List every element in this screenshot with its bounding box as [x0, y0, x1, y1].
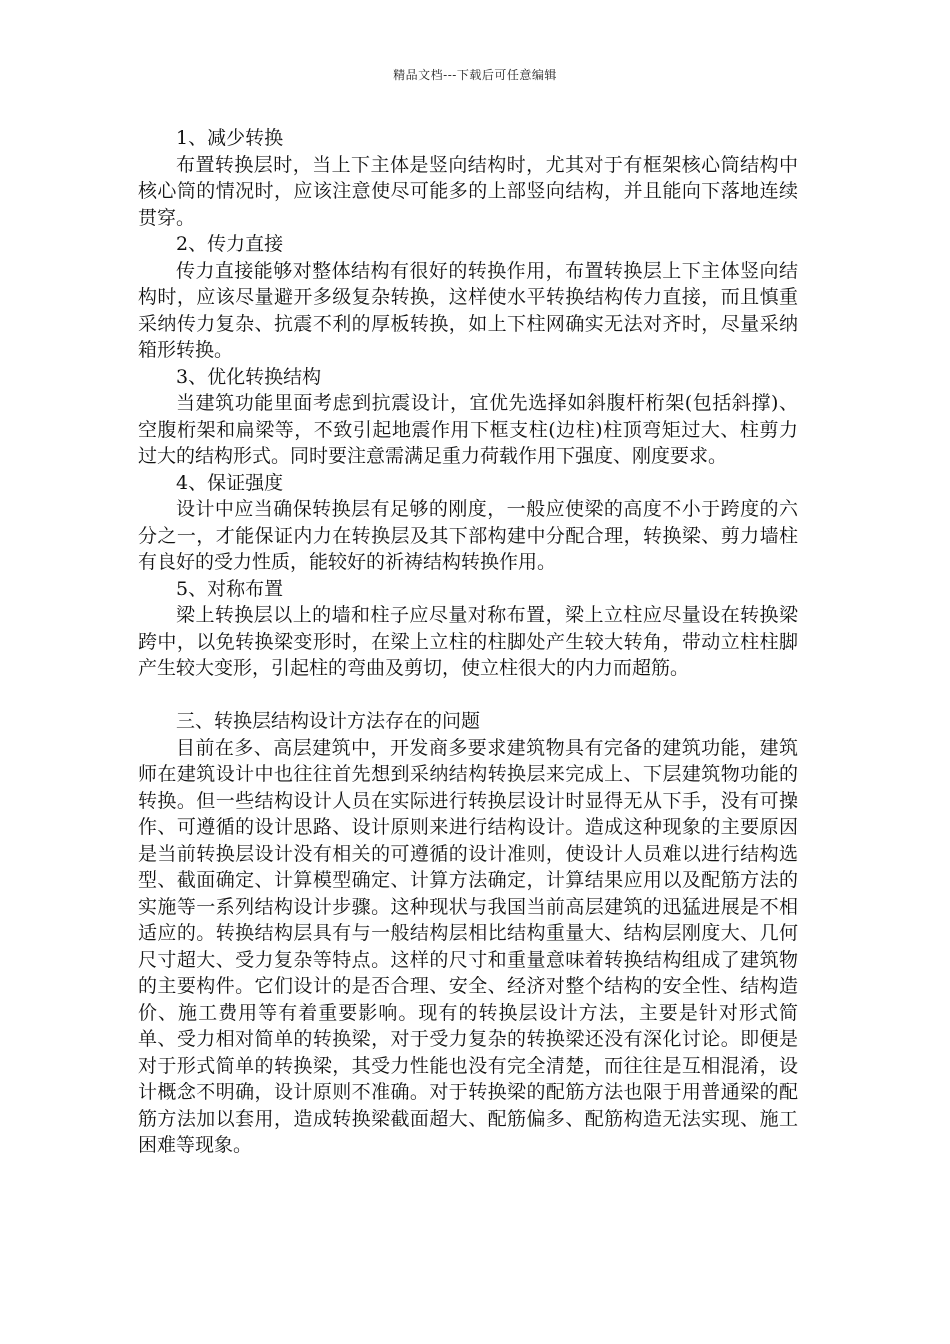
section-body-1: 布置转换层时，当上下主体是竖向结构时，尤其对于有框架核心筒结构中核心筒的情况时，应该注意使尽可能多的上部竖向结构，并且能向下落地连续贯穿。 — [138, 153, 798, 229]
part-three-body: 目前在多、高层建筑中，开发商多要求建筑物具有完备的建筑功能，建筑师在建筑设计中也往往首先想到采纳结构转换层来完成上、下层建筑物功能的转换。但一些结构设计人员在实际进行转换层设计时显得无从下手，没有可操作、可遵循的设计思路、设计原则来进行结构设计。造成这种现象的主要原因是当前转换层设计没有相关的可遵循的设计准则，使设计人员难以进行结构选型、截面确定、计算模型确定、计算方法确定，计算结果应用以及配筋方法的实施等一系列结构设计步骤。这种现状与我国当前高层建筑的迅猛进展是不相适应的。转换结构层具有与一般结构层相比结构重量大、结构层刚度大、几何尺寸超大、受力复杂等特点。这样的尺寸和重量意味着转换结构组成了建筑物的主要构件。它们设计的是否合理、安全、经济对整个结构的安全性、结构造价、施工费用等有着重要影响。现有的转换层设计方法，主要是针对形式简单、受力相对简单的转换梁，对于受力复杂的转换梁还没有深化讨论。即便是对于形式简单的转换梁，其受力性能也没有完全清楚，而往往是互相混淆，设计概念不明确，设计原则不准确。对于转换梁的配筋方法也限于用普通梁的配筋方法加以套用，造成转换梁截面超大、配筋偏多、配筋构造无法实现、施工困难等现象。 — [138, 736, 798, 1156]
section-heading-3: 3、优化转换结构 — [176, 365, 322, 388]
page-header: 精品文档---下载后可任意编辑 — [393, 68, 557, 82]
paragraph-spacer — [138, 682, 798, 709]
section-heading-2: 2、传力直接 — [176, 233, 284, 255]
document-body — [138, 125, 798, 1159]
section-body-4: 设计中应当确保转换层有足够的刚度，一般应使梁的高度不小于跨度的六分之一，才能保证内力在转换层及其下部构建中分配合理，转换梁、剪力墙柱有良好的受力性质，能较好的祈祷结构转换作用。 — [138, 498, 798, 573]
section-heading-1: 1、减少转换 — [176, 127, 284, 149]
section-body-2: 传力直接能够对整体结构有很好的转换作用，布置转换层上下主体竖向结构时，应该尽量避开多级复杂转换，这样使水平转换结构传力直接，而且慎重采纳传力复杂、抗震不利的厚板转换，如上下柱网确实无法对齐时，尽量采纳箱形转换。 — [138, 259, 798, 361]
part-three-heading: 三、转换层结构设计方法存在的问题 — [176, 710, 481, 732]
section-body-5: 梁上转换层以上的墙和柱子应尽量对称布置，梁上立柱应尽量设在转换梁跨中，以免转换梁变形时，在梁上立柱的柱脚处产生较大转角，带动立柱柱脚产生较大变形，引起柱的弯曲及剪切，使立柱很大的内力而超筋。 — [138, 604, 798, 679]
section-heading-4: 4、保证强度 — [176, 471, 284, 494]
section-body-3: 当建筑功能里面考虑到抗震设计，宜优先选择如斜腹杆桁架(包括斜撑)、空腹桁架和扁梁等，不致引起地震作用下框支柱(边柱)柱顶弯矩过大、柱剪力过大的结构形式。同时要注意需满足重力荷载作用下强度、刚度要求。 — [138, 392, 798, 467]
section-heading-5: 5、对称布置 — [176, 577, 284, 600]
